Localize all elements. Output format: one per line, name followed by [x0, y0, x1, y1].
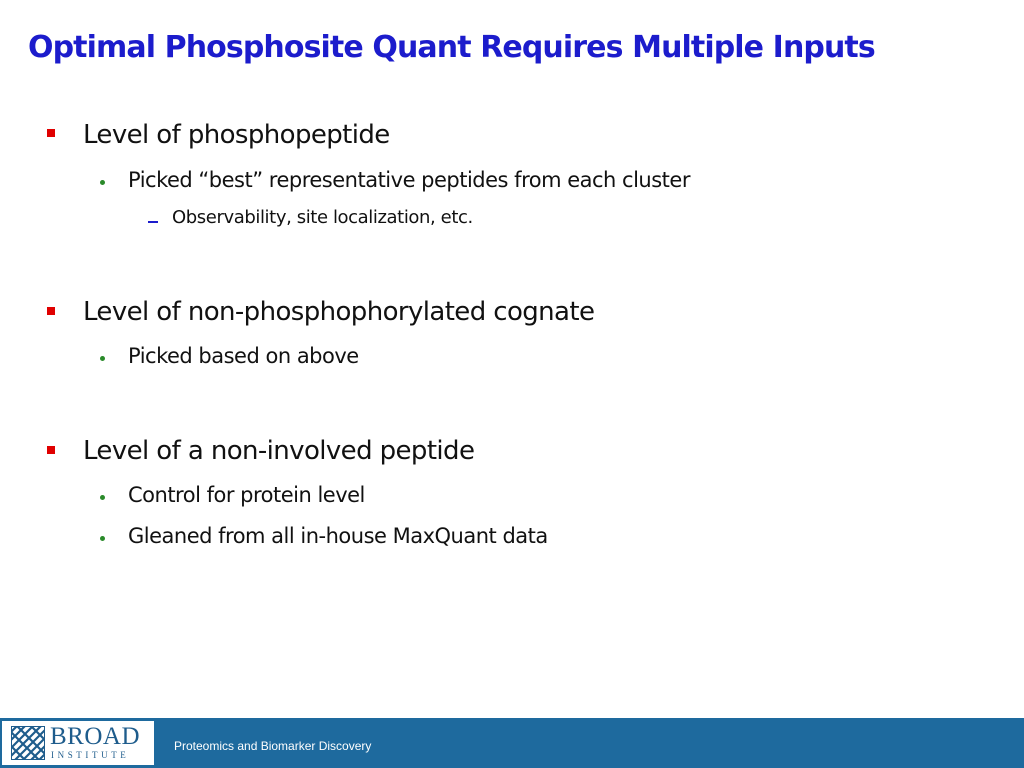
level2-bullet-marker	[100, 180, 105, 185]
bullet-level-of-non-phospho-cognate: Level of non-phosphophorylated cognate	[83, 297, 595, 327]
logo-subtitle: INSTITUTE	[51, 750, 130, 760]
logo-wordmark: BROAD	[50, 723, 141, 750]
level2-bullet-marker	[100, 495, 105, 500]
broad-institute-logo-icon	[11, 726, 45, 760]
bullet-level-of-phosphopeptide: Level of phosphopeptide	[83, 120, 390, 150]
slide-title: Optimal Phosphosite Quant Requires Multiple Inputs	[28, 30, 875, 65]
sub-bullet-control-for-protein-level: Control for protein level	[128, 483, 365, 507]
level1-bullet-marker	[47, 307, 55, 315]
level2-bullet-marker	[100, 536, 105, 541]
level1-bullet-marker	[47, 446, 55, 454]
level1-bullet-marker	[47, 129, 55, 137]
sub-bullet-gleaned-from-maxquant: Gleaned from all in-house MaxQuant data	[128, 524, 548, 548]
sub-sub-bullet-observability: Observability, site localization, etc.	[172, 207, 473, 228]
footer-text: Proteomics and Biomarker Discovery	[174, 739, 372, 753]
broad-institute-logo	[2, 721, 154, 765]
level2-bullet-marker	[100, 356, 105, 361]
bullet-level-of-non-involved-peptide: Level of a non-involved peptide	[83, 436, 475, 466]
level3-bullet-marker	[148, 221, 158, 223]
sub-bullet-picked-best: Picked “best” representative peptides from each cluster	[128, 168, 690, 192]
sub-bullet-picked-based-on-above: Picked based on above	[128, 344, 359, 368]
